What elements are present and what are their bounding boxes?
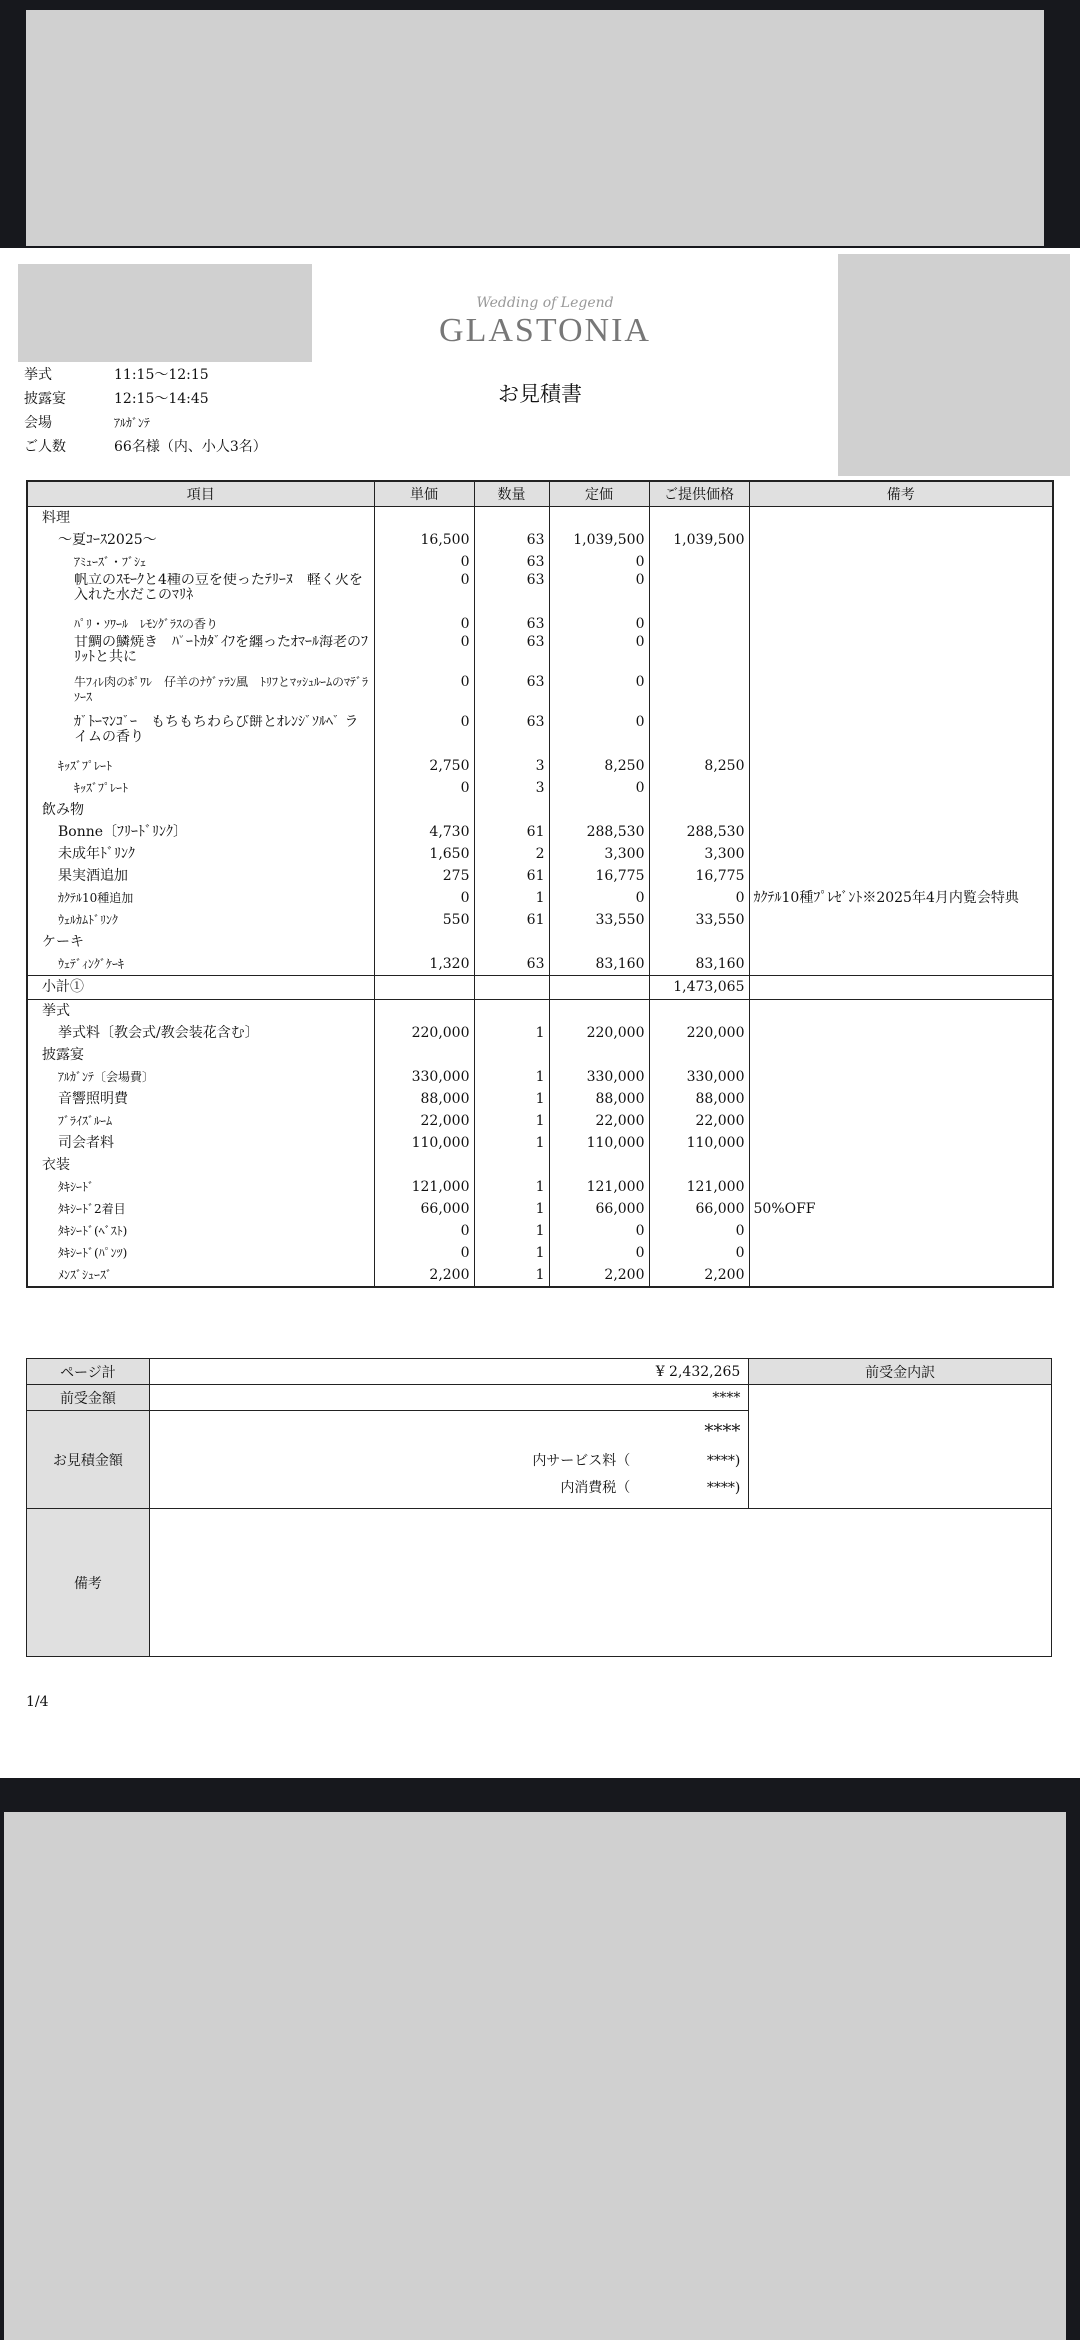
item-name-cell: ｳｪﾙｶﾑﾄﾞﾘﾝｸ bbox=[27, 909, 374, 931]
quantity-cell: 61 bbox=[474, 909, 549, 931]
unit-price-cell: 550 bbox=[374, 909, 474, 931]
note-cell bbox=[749, 715, 1053, 755]
event-info bbox=[24, 363, 267, 459]
note-cell bbox=[749, 1088, 1053, 1110]
table-row bbox=[27, 953, 1053, 976]
event-info-row bbox=[24, 387, 267, 411]
note-cell bbox=[749, 1110, 1053, 1132]
quantity-cell: 63 bbox=[474, 715, 549, 755]
table-row bbox=[27, 799, 1053, 821]
table-row bbox=[27, 715, 1053, 755]
unit-price-cell: 1,650 bbox=[374, 843, 474, 865]
list-price-cell bbox=[549, 507, 649, 530]
list-price-cell: 0 bbox=[549, 613, 649, 635]
item-name-cell: 飲み物 bbox=[27, 799, 374, 821]
quantity-cell: 63 bbox=[474, 675, 549, 715]
quantity-cell: 63 bbox=[474, 953, 549, 976]
list-price-cell bbox=[549, 931, 649, 953]
event-info-value: 12:15～14:45 bbox=[114, 391, 209, 407]
unit-price-cell: 220,000 bbox=[374, 1022, 474, 1044]
event-info-row bbox=[24, 435, 267, 459]
table-row bbox=[27, 1198, 1053, 1220]
item-name-cell: 料理 bbox=[27, 507, 374, 530]
quantity-cell: 61 bbox=[474, 865, 549, 887]
summary-table bbox=[26, 1358, 1052, 1657]
note-cell bbox=[749, 976, 1053, 1000]
offer-price-cell: 330,000 bbox=[649, 1066, 749, 1088]
service-charge-label: 内サービス料（ bbox=[532, 1453, 631, 1469]
item-name-cell: ～夏ｺｰｽ2025～ bbox=[27, 529, 374, 551]
event-info-label: 会場 bbox=[24, 415, 52, 431]
quantity-cell: 1 bbox=[474, 1132, 549, 1154]
list-price-cell: 0 bbox=[549, 777, 649, 799]
column-header: 数量 bbox=[474, 481, 549, 507]
table-row bbox=[27, 1110, 1053, 1132]
unit-price-cell bbox=[374, 799, 474, 821]
quantity-cell: 1 bbox=[474, 1264, 549, 1287]
note-cell bbox=[749, 635, 1053, 675]
list-price-cell: 0 bbox=[549, 635, 649, 675]
list-price-cell: 83,160 bbox=[549, 953, 649, 976]
offer-price-cell bbox=[649, 715, 749, 755]
note-cell bbox=[749, 573, 1053, 613]
advance-row bbox=[27, 1385, 1052, 1411]
list-price-cell: 110,000 bbox=[549, 1132, 649, 1154]
advance-breakdown-label: 前受金内訳 bbox=[749, 1359, 1052, 1385]
quantity-cell: 61 bbox=[474, 821, 549, 843]
list-price-cell: 22,000 bbox=[549, 1110, 649, 1132]
unit-price-cell: 0 bbox=[374, 777, 474, 799]
table-row bbox=[27, 1022, 1053, 1044]
offer-price-cell: 288,530 bbox=[649, 821, 749, 843]
note-cell bbox=[749, 821, 1053, 843]
remarks-cell bbox=[149, 1509, 1051, 1657]
unit-price-cell bbox=[374, 1044, 474, 1066]
unit-price-cell: 0 bbox=[374, 635, 474, 675]
table-row bbox=[27, 777, 1053, 799]
event-info-label: 挙式 bbox=[24, 367, 52, 383]
quantity-cell: 1 bbox=[474, 1242, 549, 1264]
estimate-items-body bbox=[27, 507, 1053, 1288]
page-total-label: ページ計 bbox=[27, 1359, 150, 1385]
table-row bbox=[27, 1088, 1053, 1110]
item-name-cell: 司会者料 bbox=[27, 1132, 374, 1154]
estimate-value: **** bbox=[704, 1421, 741, 1442]
unit-price-cell: 121,000 bbox=[374, 1176, 474, 1198]
offer-price-cell bbox=[649, 675, 749, 715]
quantity-cell bbox=[474, 1154, 549, 1176]
quantity-cell bbox=[474, 507, 549, 530]
unit-price-cell: 0 bbox=[374, 613, 474, 635]
offer-price-cell: 1,039,500 bbox=[649, 529, 749, 551]
item-name-cell: ｱﾐｭｰｽﾞ・ﾌﾞｼｪ bbox=[27, 551, 374, 573]
note-cell bbox=[749, 551, 1053, 573]
item-name-cell: ｳｪﾃﾞｨﾝｸﾞｹｰｷ bbox=[27, 953, 374, 976]
event-info-row bbox=[24, 363, 267, 387]
note-cell bbox=[749, 613, 1053, 635]
table-row bbox=[27, 1176, 1053, 1198]
note-cell bbox=[749, 1242, 1053, 1264]
table-row bbox=[27, 1066, 1053, 1088]
note-cell bbox=[749, 777, 1053, 799]
offer-price-cell: 0 bbox=[649, 1220, 749, 1242]
estimate-label: お見積金額 bbox=[27, 1411, 150, 1509]
item-name-cell: ﾀｷｼｰﾄﾞ bbox=[27, 1176, 374, 1198]
event-info-value: 11:15～12:15 bbox=[114, 367, 209, 383]
event-info-label: ご人数 bbox=[24, 439, 66, 455]
quantity-cell bbox=[474, 1000, 549, 1023]
offer-price-cell bbox=[649, 613, 749, 635]
table-row bbox=[27, 675, 1053, 715]
offer-price-cell: 110,000 bbox=[649, 1132, 749, 1154]
offer-price-cell bbox=[649, 573, 749, 613]
item-name-cell: 小計① bbox=[27, 976, 374, 1000]
item-name-cell: 帆立のｽﾓｰｸと4種の豆を使ったﾃﾘｰﾇ 軽く火を入れた水だこのﾏﾘﾈ bbox=[27, 573, 374, 613]
offer-price-cell: 22,000 bbox=[649, 1110, 749, 1132]
list-price-cell: 0 bbox=[549, 675, 649, 715]
list-price-cell: 8,250 bbox=[549, 755, 649, 777]
item-name-cell: ｷｯｽﾞﾌﾟﾚｰﾄ bbox=[27, 777, 374, 799]
estimate-total-cell bbox=[149, 1411, 748, 1509]
item-name-cell: 果実酒追加 bbox=[27, 865, 374, 887]
list-price-cell: 0 bbox=[549, 1242, 649, 1264]
tax-label: 内消費税（ bbox=[560, 1480, 631, 1496]
offer-price-cell: 0 bbox=[649, 1242, 749, 1264]
estimate-items-table bbox=[26, 480, 1054, 1288]
list-price-cell: 0 bbox=[549, 715, 649, 755]
unit-price-cell: 275 bbox=[374, 865, 474, 887]
unit-price-cell: 0 bbox=[374, 675, 474, 715]
quantity-cell: 63 bbox=[474, 573, 549, 613]
offer-price-cell: 66,000 bbox=[649, 1198, 749, 1220]
offer-price-cell bbox=[649, 777, 749, 799]
table-header-row bbox=[27, 481, 1053, 507]
quantity-cell bbox=[474, 976, 549, 1000]
brand-logo-text: GLASTONIA bbox=[439, 312, 651, 349]
note-cell bbox=[749, 1022, 1053, 1044]
quantity-cell: 63 bbox=[474, 613, 549, 635]
item-name-cell: ｶﾞﾄｰﾏﾝｺﾞｰ もちもちわらび餅とｵﾚﾝｼﾞｿﾙﾍﾞ ライムの香り bbox=[27, 715, 374, 755]
estimate-page bbox=[0, 248, 1080, 1778]
note-cell bbox=[749, 843, 1053, 865]
quantity-cell: 1 bbox=[474, 1198, 549, 1220]
table-row bbox=[27, 573, 1053, 613]
note-cell bbox=[749, 1176, 1053, 1198]
offer-price-cell bbox=[649, 1154, 749, 1176]
table-row bbox=[27, 909, 1053, 931]
redacted-bottom-block bbox=[4, 1812, 1066, 2340]
list-price-cell: 3,300 bbox=[549, 843, 649, 865]
list-price-cell bbox=[549, 1000, 649, 1023]
offer-price-cell: 220,000 bbox=[649, 1022, 749, 1044]
unit-price-cell: 88,000 bbox=[374, 1088, 474, 1110]
unit-price-cell: 1,320 bbox=[374, 953, 474, 976]
offer-price-cell bbox=[649, 799, 749, 821]
offer-price-cell: 8,250 bbox=[649, 755, 749, 777]
note-cell bbox=[749, 675, 1053, 715]
note-cell bbox=[749, 909, 1053, 931]
table-row bbox=[27, 843, 1053, 865]
list-price-cell: 0 bbox=[549, 1220, 649, 1242]
offer-price-cell: 121,000 bbox=[649, 1176, 749, 1198]
item-name-cell: ケーキ bbox=[27, 931, 374, 953]
unit-price-cell bbox=[374, 1154, 474, 1176]
column-header: 単価 bbox=[374, 481, 474, 507]
list-price-cell: 0 bbox=[549, 551, 649, 573]
item-name-cell: ﾌﾞﾗｲｽﾞﾙｰﾑ bbox=[27, 1110, 374, 1132]
note-cell bbox=[749, 1220, 1053, 1242]
item-name-cell: ﾀｷｼｰﾄﾞ2着目 bbox=[27, 1198, 374, 1220]
note-cell bbox=[749, 1044, 1053, 1066]
unit-price-cell: 66,000 bbox=[374, 1198, 474, 1220]
service-charge-value: ****) bbox=[706, 1453, 741, 1469]
quantity-cell: 63 bbox=[474, 551, 549, 573]
note-cell bbox=[749, 1066, 1053, 1088]
note-cell bbox=[749, 799, 1053, 821]
subtotal-row bbox=[27, 976, 1053, 1000]
list-price-cell: 0 bbox=[549, 887, 649, 909]
list-price-cell: 66,000 bbox=[549, 1198, 649, 1220]
page-number: 1/4 bbox=[26, 1694, 49, 1710]
advance-label: 前受金額 bbox=[27, 1385, 150, 1411]
unit-price-cell: 22,000 bbox=[374, 1110, 474, 1132]
unit-price-cell: 2,200 bbox=[374, 1264, 474, 1287]
quantity-cell: 1 bbox=[474, 887, 549, 909]
note-cell bbox=[749, 507, 1053, 530]
quantity-cell: 63 bbox=[474, 635, 549, 675]
list-price-cell: 88,000 bbox=[549, 1088, 649, 1110]
quantity-cell: 1 bbox=[474, 1110, 549, 1132]
unit-price-cell: 4,730 bbox=[374, 821, 474, 843]
offer-price-cell: 83,160 bbox=[649, 953, 749, 976]
redacted-top-block bbox=[26, 10, 1044, 246]
item-name-cell: 音響照明費 bbox=[27, 1088, 374, 1110]
table-row bbox=[27, 1242, 1053, 1264]
event-info-value: ｱﾙｶﾞﾝﾃ bbox=[114, 416, 151, 430]
item-name-cell: ｷｯｽﾞﾌﾟﾚｰﾄ bbox=[27, 755, 374, 777]
item-name-cell: 披露宴 bbox=[27, 1044, 374, 1066]
event-info-row bbox=[24, 411, 267, 435]
item-name-cell: ﾊﾟﾘ・ｿﾜｰﾙ ﾚﾓﾝｸﾞﾗｽの香り bbox=[27, 613, 374, 635]
table-row bbox=[27, 1000, 1053, 1023]
offer-price-cell bbox=[649, 507, 749, 530]
column-header: ご提供価格 bbox=[649, 481, 749, 507]
unit-price-cell: 2,750 bbox=[374, 755, 474, 777]
table-row bbox=[27, 551, 1053, 573]
note-cell bbox=[749, 1154, 1053, 1176]
quantity-cell: 2 bbox=[474, 843, 549, 865]
column-header: 備考 bbox=[749, 481, 1053, 507]
item-name-cell: ﾀｷｼｰﾄﾞ(ﾊﾟﾝﾂ) bbox=[27, 1242, 374, 1264]
tax-line bbox=[158, 1475, 740, 1501]
unit-price-cell bbox=[374, 507, 474, 530]
quantity-cell bbox=[474, 931, 549, 953]
offer-price-cell: 88,000 bbox=[649, 1088, 749, 1110]
unit-price-cell: 0 bbox=[374, 551, 474, 573]
table-row bbox=[27, 821, 1053, 843]
note-cell bbox=[749, 529, 1053, 551]
offer-price-cell bbox=[649, 635, 749, 675]
table-row bbox=[27, 1154, 1053, 1176]
offer-price-cell: 0 bbox=[649, 887, 749, 909]
offer-price-cell: 2,200 bbox=[649, 1264, 749, 1287]
list-price-cell: 288,530 bbox=[549, 821, 649, 843]
quantity-cell: 63 bbox=[474, 529, 549, 551]
list-price-cell: 330,000 bbox=[549, 1066, 649, 1088]
advance-value: **** bbox=[149, 1385, 748, 1411]
unit-price-cell: 0 bbox=[374, 1242, 474, 1264]
item-name-cell: ｱﾙｶﾞﾝﾃ〔会場費〕 bbox=[27, 1066, 374, 1088]
quantity-cell: 1 bbox=[474, 1088, 549, 1110]
item-name-cell: 衣装 bbox=[27, 1154, 374, 1176]
unit-price-cell bbox=[374, 1000, 474, 1023]
note-cell bbox=[749, 931, 1053, 953]
unit-price-cell: 330,000 bbox=[374, 1066, 474, 1088]
table-row bbox=[27, 865, 1053, 887]
list-price-cell: 2,200 bbox=[549, 1264, 649, 1287]
quantity-cell: 1 bbox=[474, 1066, 549, 1088]
unit-price-cell: 110,000 bbox=[374, 1132, 474, 1154]
table-row bbox=[27, 1264, 1053, 1287]
list-price-cell bbox=[549, 976, 649, 1000]
column-header: 定価 bbox=[549, 481, 649, 507]
list-price-cell bbox=[549, 1044, 649, 1066]
unit-price-cell: 0 bbox=[374, 573, 474, 613]
page-title: お見積書 bbox=[498, 382, 582, 406]
note-cell bbox=[749, 953, 1053, 976]
table-row bbox=[27, 1132, 1053, 1154]
offer-price-cell bbox=[649, 1044, 749, 1066]
quantity-cell bbox=[474, 799, 549, 821]
unit-price-cell: 0 bbox=[374, 1220, 474, 1242]
offer-price-cell bbox=[649, 551, 749, 573]
item-name-cell: 甘鯛の鱗焼き ﾊﾟｰﾄｶﾀﾞｲﾌを纏ったｵﾏｰﾙ海老のﾌﾘｯﾄと共に bbox=[27, 635, 374, 675]
table-row bbox=[27, 635, 1053, 675]
unit-price-cell: 0 bbox=[374, 887, 474, 909]
service-charge-line bbox=[158, 1447, 740, 1475]
note-cell bbox=[749, 1000, 1053, 1023]
unit-price-cell: 16,500 bbox=[374, 529, 474, 551]
list-price-cell: 16,775 bbox=[549, 865, 649, 887]
item-name-cell: 未成年ﾄﾞﾘﾝｸ bbox=[27, 843, 374, 865]
column-header: 項目 bbox=[27, 481, 374, 507]
item-name-cell: 挙式 bbox=[27, 1000, 374, 1023]
note-cell: ｶｸﾃﾙ10種ﾌﾟﾚｾﾞﾝﾄ※2025年4月内覧会特典 bbox=[749, 887, 1053, 909]
redacted-logo-left bbox=[18, 264, 312, 362]
note-cell bbox=[749, 1264, 1053, 1287]
item-name-cell: ｶｸﾃﾙ10種追加 bbox=[27, 887, 374, 909]
offer-price-cell: 1,473,065 bbox=[649, 976, 749, 1000]
event-info-value: 66名様（内、小人3名） bbox=[114, 439, 267, 455]
offer-price-cell: 3,300 bbox=[649, 843, 749, 865]
item-name-cell: 牛ﾌｨﾚ肉のﾎﾟﾜﾚ 仔羊のﾅｳﾞｧﾗﾝ風 ﾄﾘﾌとﾏｯｼｭﾙｰﾑのﾏﾃﾞﾗｿｰｽ bbox=[27, 675, 374, 715]
table-row bbox=[27, 529, 1053, 551]
item-name-cell: ﾀｷｼｰﾄﾞ(ﾍﾞｽﾄ) bbox=[27, 1220, 374, 1242]
offer-price-cell: 33,550 bbox=[649, 909, 749, 931]
list-price-cell: 121,000 bbox=[549, 1176, 649, 1198]
note-cell bbox=[749, 755, 1053, 777]
remarks-label: 備考 bbox=[27, 1509, 150, 1657]
table-row bbox=[27, 1220, 1053, 1242]
table-row bbox=[27, 507, 1053, 530]
note-cell bbox=[749, 1132, 1053, 1154]
table-row bbox=[27, 613, 1053, 635]
unit-price-cell bbox=[374, 976, 474, 1000]
offer-price-cell bbox=[649, 931, 749, 953]
remarks-row bbox=[27, 1509, 1052, 1657]
item-name-cell: 挙式料〔教会式/教会装花含む〕 bbox=[27, 1022, 374, 1044]
table-row bbox=[27, 887, 1053, 909]
redacted-logo-right bbox=[838, 254, 1070, 476]
list-price-cell: 0 bbox=[549, 573, 649, 613]
offer-price-cell: 16,775 bbox=[649, 865, 749, 887]
list-price-cell: 220,000 bbox=[549, 1022, 649, 1044]
table-row bbox=[27, 931, 1053, 953]
quantity-cell: 3 bbox=[474, 777, 549, 799]
page-total-value: ¥ 2,432,265 bbox=[149, 1359, 748, 1385]
note-cell: 50%OFF bbox=[749, 1198, 1053, 1220]
brand-tagline: Wedding of Legend bbox=[476, 295, 614, 311]
offer-price-cell bbox=[649, 1000, 749, 1023]
list-price-cell: 33,550 bbox=[549, 909, 649, 931]
list-price-cell: 1,039,500 bbox=[549, 529, 649, 551]
unit-price-cell: 0 bbox=[374, 715, 474, 755]
table-row bbox=[27, 1044, 1053, 1066]
item-name-cell: Bonne〔ﾌﾘｰﾄﾞﾘﾝｸ〕 bbox=[27, 821, 374, 843]
unit-price-cell bbox=[374, 931, 474, 953]
quantity-cell: 1 bbox=[474, 1176, 549, 1198]
item-name-cell: ﾒﾝｽﾞｼｭｰｽﾞ bbox=[27, 1264, 374, 1287]
list-price-cell bbox=[549, 1154, 649, 1176]
tax-value: ****) bbox=[706, 1480, 741, 1496]
event-info-label: 披露宴 bbox=[24, 391, 66, 407]
list-price-cell bbox=[549, 799, 649, 821]
quantity-cell: 1 bbox=[474, 1220, 549, 1242]
advance-breakdown-cell bbox=[749, 1385, 1052, 1509]
quantity-cell: 3 bbox=[474, 755, 549, 777]
quantity-cell bbox=[474, 1044, 549, 1066]
note-cell bbox=[749, 865, 1053, 887]
page-total-row bbox=[27, 1359, 1052, 1385]
table-row bbox=[27, 755, 1053, 777]
quantity-cell: 1 bbox=[474, 1022, 549, 1044]
